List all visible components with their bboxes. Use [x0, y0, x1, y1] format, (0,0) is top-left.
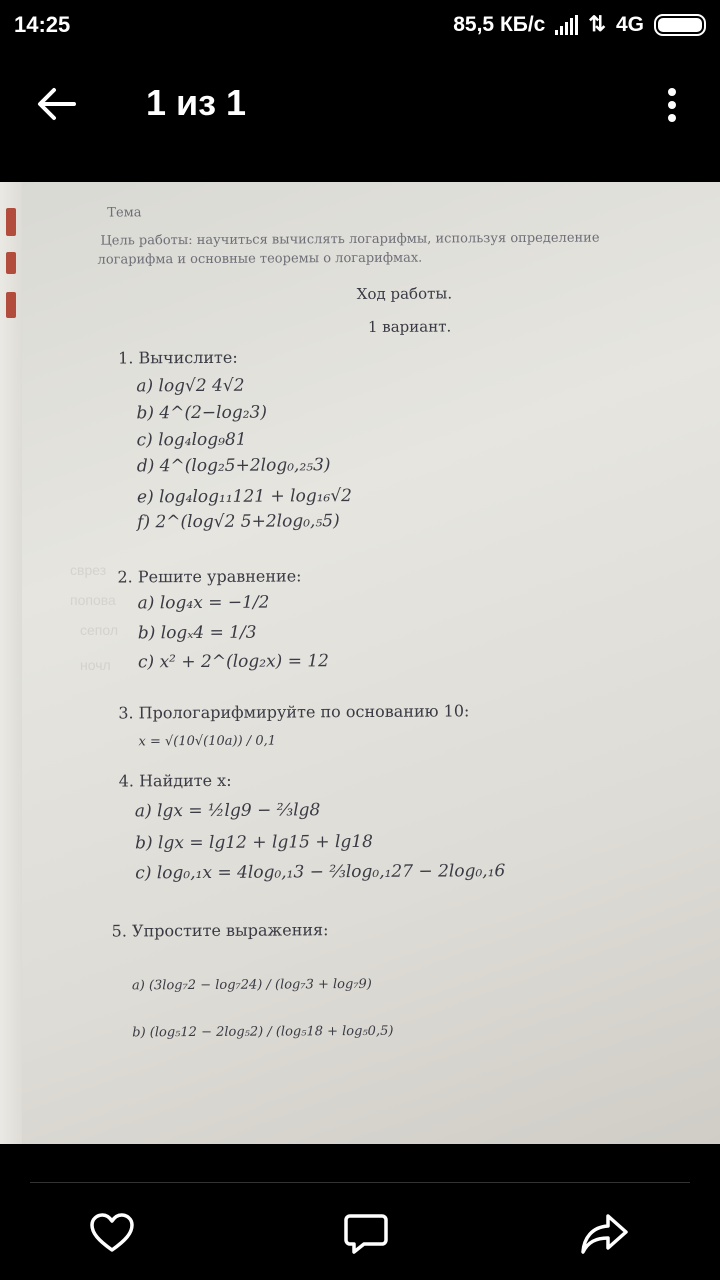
status-time: 14:25: [14, 12, 71, 37]
doc-goal-line2: логарифма и основные теоремы о логарифмах.: [97, 250, 423, 268]
task2-item-c: c) x² + 2^(log₂x) = 12: [137, 651, 330, 673]
task1-item-e: e) log₄log₁₁121 + log₁₆√2: [136, 486, 353, 508]
doc-heading: Ход работы.: [356, 284, 453, 304]
share-icon: [580, 1210, 628, 1258]
task3-formula: x = √(10√(10a)) / 0,1: [138, 733, 277, 750]
task1-item-b: b) 4^(2−log₂3): [136, 402, 268, 424]
app-bar: [0, 52, 720, 182]
task4-item-b: b) lgx = lg12 + lg15 + lg18: [135, 831, 373, 854]
task2-title: 2. Решите уравнение:: [117, 566, 302, 587]
divider: [30, 1182, 690, 1183]
doc-goal-line1: Цель работы: научиться вычислять логарифмы, используя определение: [100, 230, 600, 249]
task2-item-a: a) log₄x = −1/2: [137, 592, 270, 614]
document-content: [0, 182, 720, 1144]
comment-button[interactable]: [342, 1210, 390, 1258]
task1-item-f: f) 2^(log√2 5+2log₀,₅5): [137, 511, 340, 533]
doc-topic: Тема: [107, 205, 142, 221]
task1-item-a: a) log√2 4√2: [136, 375, 245, 397]
signal-icon: [555, 15, 578, 35]
more-options-button[interactable]: [656, 80, 690, 130]
status-right: [453, 12, 706, 37]
comment-icon: [342, 1210, 390, 1258]
page-counter-title: 1 из 1: [146, 82, 247, 123]
network-type: 4G: [615, 12, 644, 36]
status-bar: [0, 0, 720, 52]
doc-variant: 1 вариант.: [367, 317, 452, 336]
task5-item-b: b) (log₅12 − 2log₅2) / (log₅18 + log₅0,5): [132, 1023, 394, 1041]
task1-title: 1. Вычислите:: [118, 347, 238, 368]
bottom-action-bar: [0, 1144, 720, 1280]
back-arrow-icon: [36, 86, 76, 122]
data-arrows-icon: ⇅: [588, 13, 606, 36]
task5-title: 5. Упростите выражения:: [111, 920, 329, 941]
network-speed: 85,5 КБ/с: [453, 12, 546, 36]
task1-item-d: d) 4^(log₂5+2log₀,₂₅3): [136, 455, 331, 477]
heart-icon: [88, 1210, 136, 1258]
task4-item-c: c) log₀,₁x = 4log₀,₁3 − ⅔log₀,₁27 − 2log₀,₁6: [135, 861, 506, 884]
more-vert-icon: [668, 88, 676, 96]
task4-item-a: a) lgx = ½lg9 − ⅔lg8: [134, 800, 321, 822]
share-button[interactable]: [580, 1210, 628, 1258]
document-photo[interactable]: сврез попова сепол ночл Тема Цель работы: научиться вычислять логарифмы, используя определение логарифма и основные теоремы о логарифмах. Ход работы. 1 вариант. 1. Вычислите: a) log√2 4√2 b) 4^(2−log₂3) c) log₄log₉81 d) 4^(log₂5+2log₀,₂₅3) e) log₄log₁₁121 + log₁₆√2 f) 2^(log√2 5+2log₀,₅5) 2. Решите уравнение: a) log₄x = −1/2 b) logₓ4 = 1/3 c) x² + 2^(log₂x) = 12 3. Прологарифмируйте по основанию 10: x = √(10√(10a)) / 0,1 4. Найдите x: a) lgx = ½lg9 − ⅔lg8 b) lgx = lg12 + lg15 + lg18 c) log₀,₁x = 4log₀,₁3 − ⅔log₀,₁27 − 2log₀,₁6 5. Упростите выражения: a) (3log₇2 − log₇24) / (log₇3 + log₇9) b) (log₅12 − 2log₅2) / (log₅18 + log₅0,5): [0, 182, 720, 1144]
back-button[interactable]: [32, 76, 80, 132]
task1-item-c: c) log₄log₉81: [136, 429, 247, 451]
task3-title: 3. Прологарифмируйте по основанию 10:: [118, 701, 470, 723]
like-button[interactable]: [88, 1210, 136, 1258]
battery-icon: [654, 14, 706, 36]
task5-item-a: a) (3log₇2 − log₇24) / (log₇3 + log₇9): [131, 976, 372, 994]
task2-item-b: b) logₓ4 = 1/3: [137, 622, 257, 644]
task4-title: 4. Найдите x:: [118, 770, 232, 791]
